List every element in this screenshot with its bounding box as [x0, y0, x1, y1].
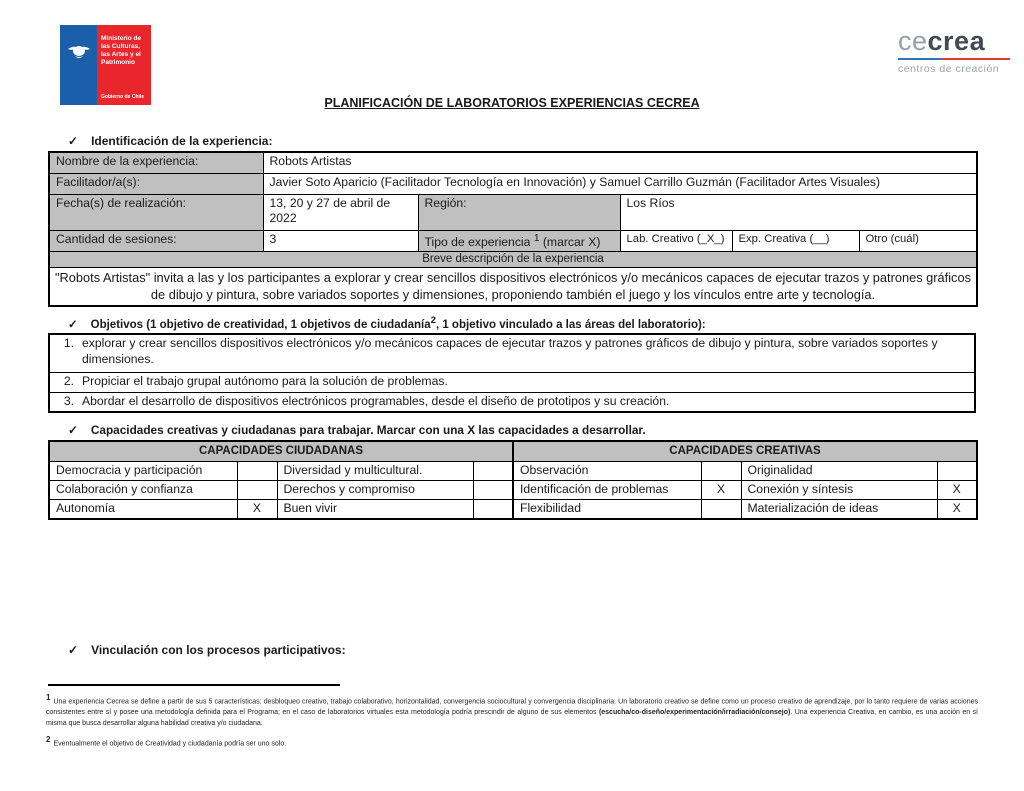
capacity-label: Democracia y participación — [49, 461, 237, 480]
table-row — [49, 194, 977, 230]
ministry-logo — [60, 25, 151, 105]
facilitator-value: Javier Soto Aparicio (Facilitador Tecnología en Innovación) y Samuel Carrillo Guzmán (Facilitador Artes Visuales) — [263, 173, 977, 194]
table-row — [49, 392, 975, 412]
objectives-heading-text: Objetivos (1 objetivo de creatividad, 1 objetivos de ciudadanía — [90, 318, 431, 331]
section-linkage-label: Vinculación con los procesos participativos: — [91, 643, 346, 657]
capacity-mark-cell: X — [701, 480, 741, 499]
experience-type-label-suffix: (marcar X) — [539, 234, 601, 249]
footnote-ref-1: 1 — [533, 232, 540, 244]
check-icon: ✓ — [68, 318, 78, 331]
capacity-label: Observación — [513, 461, 701, 480]
capacity-label: Originalidad — [741, 461, 937, 480]
sessions-label: Cantidad de sesiones: — [49, 230, 263, 252]
capacity-mark-cell — [237, 480, 277, 499]
sessions-value: 3 — [263, 230, 418, 252]
date-value: 13, 20 y 27 de abril de 2022 — [263, 194, 418, 230]
check-icon: ✓ — [68, 643, 79, 657]
objectives-table — [48, 333, 976, 413]
cecrea-wordmark — [898, 28, 1010, 55]
citizen-capacities-header: CAPACIDADES CIUDADANAS — [49, 441, 513, 461]
section-capacities-heading — [68, 423, 646, 437]
experience-name-value: Robots Artistas — [263, 152, 977, 173]
section-linkage-heading — [68, 643, 346, 657]
footnote-1 — [46, 692, 978, 730]
experience-name-label: Nombre de la experiencia: — [49, 152, 263, 173]
capacity-mark-cell — [237, 461, 277, 480]
section-capacities-label: Capacidades creativas y ciudadanas para trabajar. Marcar con una X las capacidades a desarrollar. — [90, 423, 646, 437]
capacities-table — [48, 440, 978, 520]
capacity-mark-cell: X — [237, 499, 277, 518]
page-title: PLANIFICACIÓN DE LABORATORIOS EXPERIENCIAS CECREA — [324, 96, 700, 110]
table-row — [49, 152, 977, 173]
capacity-mark-cell: X — [937, 499, 977, 518]
capacity-mark-cell — [937, 461, 977, 480]
capacity-mark-cell — [473, 480, 513, 499]
table-row — [49, 268, 977, 306]
experience-type-label — [418, 230, 620, 252]
footnote-2 — [46, 734, 978, 750]
capacity-label: Conexión y síntesis — [741, 480, 937, 499]
footnote-ref-2: 2 — [430, 315, 436, 326]
cecrea-prefix: ce — [898, 26, 928, 56]
type-option-exp-creativa: Exp. Creativa (__) — [732, 230, 859, 252]
capacity-label: Colaboración y confianza — [49, 480, 237, 499]
check-icon: ✓ — [68, 423, 78, 437]
section-identification-label: Identificación de la experiencia: — [91, 134, 273, 148]
objective-number: 2. — [63, 373, 74, 388]
description-header: Breve descripción de la experiencia — [49, 252, 977, 268]
objective-item-3 — [49, 392, 975, 412]
table-row — [49, 252, 977, 268]
capacity-label: Flexibilidad — [513, 499, 701, 518]
capacity-mark-cell — [473, 461, 513, 480]
check-icon: ✓ — [68, 134, 79, 148]
footnote-1-bold-text: (escucha/co-diseño/experimentación/irradiación/consejo) — [598, 709, 791, 717]
footnote-1-marker: 1 — [46, 693, 51, 702]
objective-item-2 — [49, 372, 975, 392]
section-objectives-heading — [68, 315, 976, 331]
cecrea-suffix: crea — [927, 26, 986, 56]
footnote-1-text: Una experiencia Cecrea se define a partir de sus 5 características: desbloqueo creativo, trabajo colaborativo, horizontalidad, convergencia sociocultural y convergencia disciplinaria. Un laboratorio creativo se define como un proceso creativo de aprendizaje, por lo tanto requiere de varias acciones consistentes entre sí y posee una metodología definida para el Programa; en el caso de laboratorios virtuales esta metodología podría prescindir de alguno de sus elementos — [46, 698, 978, 717]
table-row — [49, 334, 975, 372]
type-option-otro: Otro (cuál) — [859, 230, 977, 252]
capacity-label: Identificación de problemas — [513, 480, 701, 499]
objective-number: 1. — [63, 336, 74, 350]
identification-table — [48, 151, 978, 307]
description-value: "Robots Artistas" invita a las y los participantes a explorar y crear sencillos dispositivos electrónicos y/o mecánicos capaces de ejecutar trazos y patrones gráficos de dibujo y pintura, sobre variados soportes y dimensiones, proponiendo también el juego y los vínculos entre arte y tecnología. — [49, 268, 977, 306]
footnote-separator — [48, 684, 340, 686]
capacity-mark-cell — [473, 499, 513, 518]
capacity-label: Diversidad y multicultural. — [277, 461, 473, 480]
section-objectives-label — [91, 315, 706, 331]
objective-number: 3. — [63, 393, 74, 408]
objective-item-1 — [49, 334, 975, 372]
footnote-2-marker: 2 — [46, 734, 51, 744]
table-row — [49, 480, 977, 499]
cecrea-subtitle: centros de creación — [898, 63, 1000, 75]
cecrea-logo — [898, 28, 1010, 75]
table-row — [49, 173, 977, 194]
footnotes — [46, 692, 978, 754]
capacity-mark-cell — [701, 461, 741, 480]
region-label: Región: — [418, 194, 620, 230]
ministry-footer: Gobierno de Chile — [101, 94, 145, 100]
table-row — [49, 230, 977, 252]
ministry-logo-text-panel — [97, 25, 151, 105]
table-row — [49, 499, 977, 518]
footnote-1-text-end: . Una experiencia Creativa, en cambio, es una acción en sí misma que busca desarrollar alguna habilidad creativa y/o ciudadana. — [46, 709, 978, 728]
region-value: Los Ríos — [620, 194, 977, 230]
table-row — [49, 441, 977, 461]
footnote-2-text: Eventualmente el objetivo de Creatividad y ciudadanía podría ser uno solo. — [53, 740, 287, 748]
table-row — [49, 372, 975, 392]
table-row — [49, 461, 977, 480]
chile-coat-of-arms-icon — [66, 39, 92, 65]
date-label: Fecha(s) de realización: — [49, 194, 263, 230]
ministry-logo-emblem-panel — [60, 25, 97, 105]
creative-capacities-header: CAPACIDADES CREATIVAS — [513, 441, 977, 461]
type-option-lab-creativo: Lab. Creativo (_X_) — [620, 230, 732, 252]
objective-text: Propiciar el trabajo grupal autónomo para la solución de problemas. — [82, 373, 448, 388]
experience-type-label-text: Tipo de experiencia — [424, 234, 531, 249]
objective-text: explorar y crear sencillos dispositivos electrónicos y/o mecánicos capaces de ejecutar trazos y patrones gráficos de dibujo y pintura, sobre variados soportes y dimensiones. — [82, 336, 938, 366]
facilitator-label: Facilitador/a(s): — [49, 173, 263, 194]
capacity-label: Autonomía — [49, 499, 237, 518]
ministry-name: Ministerio de las Culturas, las Artes y el Patrimonio — [101, 35, 142, 67]
cecrea-divider — [898, 58, 1010, 60]
capacity-label: Materialización de ideas — [741, 499, 937, 518]
objective-text: Abordar el desarrollo de dispositivos electrónicos programables, desde el diseño de prototipos y su creación. — [82, 393, 670, 408]
section-identification-heading — [68, 134, 272, 148]
capacity-mark-cell: X — [937, 480, 977, 499]
objectives-heading-suffix: , 1 objetivo vinculado a las áreas del laboratorio): — [435, 318, 706, 331]
capacity-mark-cell — [701, 499, 741, 518]
capacity-label: Buen vivir — [277, 499, 473, 518]
capacity-label: Derechos y compromiso — [277, 480, 473, 499]
